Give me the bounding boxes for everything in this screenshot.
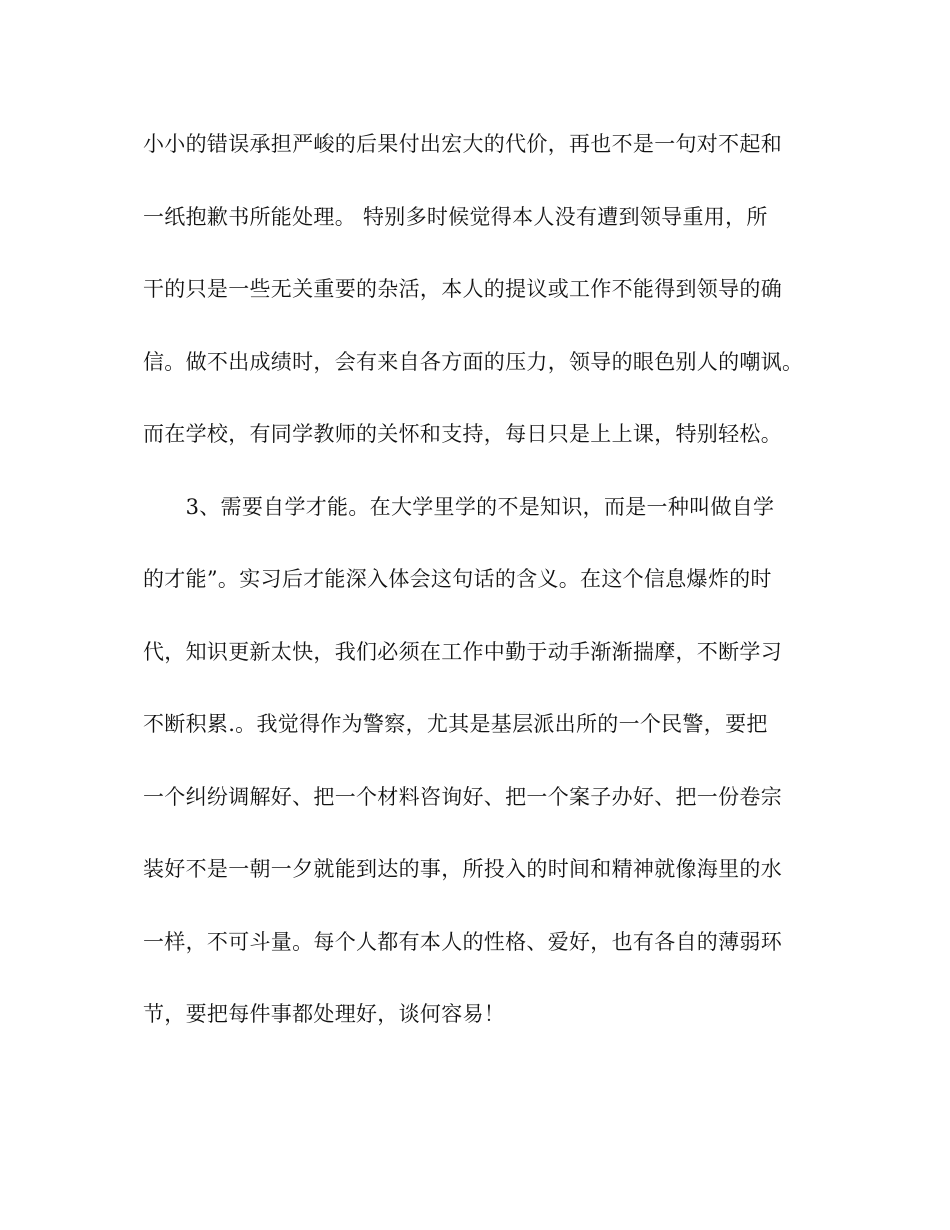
text-line-3: 干的只是一些无关重要的杂活，本人的提议或工作不能得到领导的确 — [143, 277, 782, 301]
text-line-12: 一样，不可斗量。每个人都有本人的性格、爱好，也有各自的薄弱环 — [143, 929, 782, 954]
text-line-1: 小小的错误承担严峻的后果付出宏大的代价，再也不是一句对不起和 — [143, 132, 782, 156]
text-line-11: 装好不是一朝一夕就能到达的事，所投入的时间和精神就像海里的水 — [143, 857, 782, 881]
text-line-10: 一个纠纷调解好、把一个材料咨询好、把一个案子办好、把一份卷宗 — [143, 784, 782, 809]
text-line-7: 的才能”。实习后才能深入体会这句话的含义。在这个信息爆炸的时 — [143, 567, 772, 591]
text-line-9: 不断积累.。我觉得作为警察，尤其是基层派出所的一个民警，要把 — [143, 712, 768, 736]
text-line-8: 代，知识更新太快，我们必须在工作中勤于动手渐渐揣摩，不断学习 — [143, 639, 782, 664]
text-line-2: 一纸抱歉书所能处理。 特别多时候觉得本人没有遭到领导重用，所 — [143, 204, 768, 229]
text-line-4: 信。做不出成绩时，会有来自各方面的压力，领导的眼色别人的嘲讽。 — [143, 349, 804, 374]
text-line-5: 而在学校，有同学教师的关怀和支持，每日只是上上课，特别轻松。 — [143, 422, 782, 446]
text-line-13: 节，要把每件事都处理好，谈何容易！ — [143, 1002, 506, 1026]
document-body — [143, 124, 823, 1067]
text-line-6: 3、需要自学才能。在大学里学的不是知识，而是一种叫做自学 — [143, 494, 775, 519]
